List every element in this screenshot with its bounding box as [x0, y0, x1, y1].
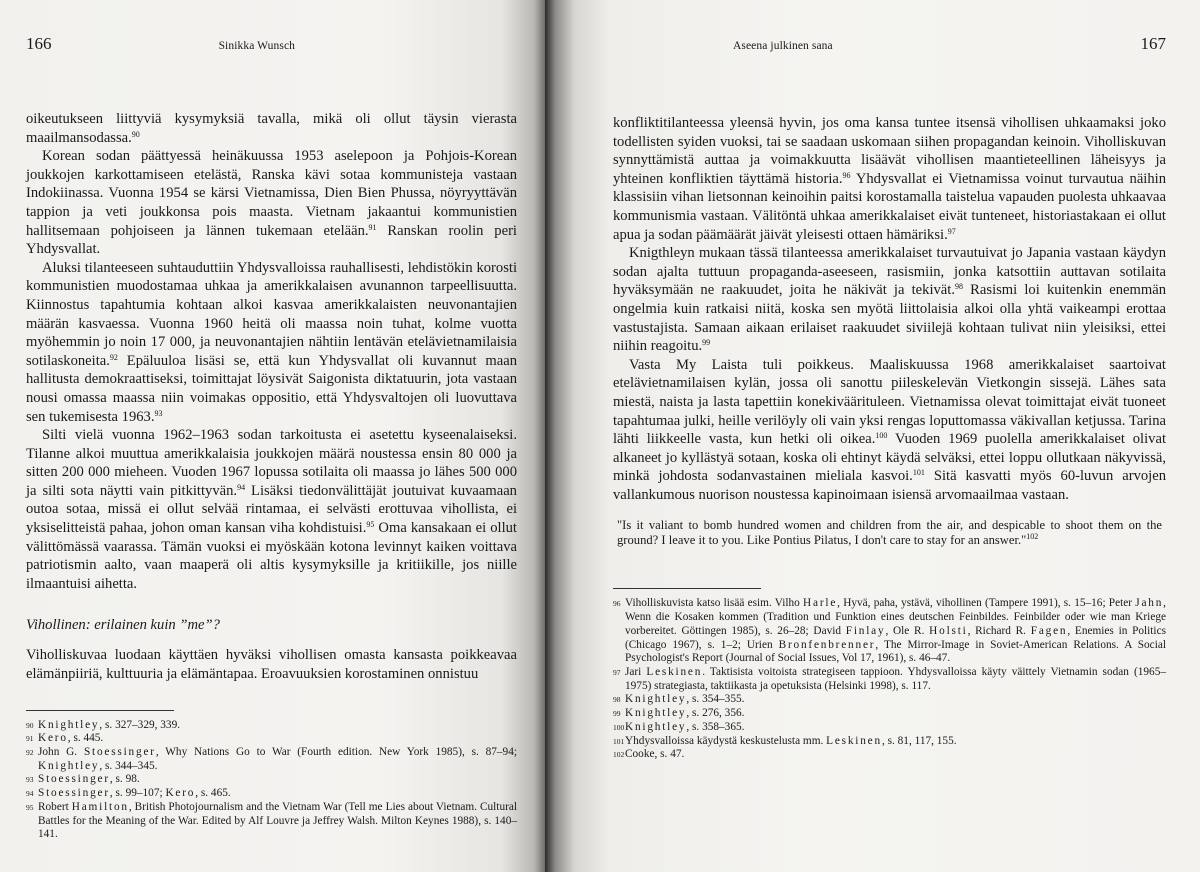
- footnote: 90 Knightley, s. 327–329, 339.: [26, 718, 181, 731]
- right-page: [545, 0, 1200, 872]
- footnote-rule: [613, 588, 761, 589]
- section-heading: Vihollinen: erilainen kuin ”me”?: [26, 617, 220, 634]
- footnote: 94 Stoessinger, s. 99–107; Kero, s. 465.: [26, 787, 231, 800]
- paragraph: Knigthleyn mukaan tässä tilanteessa amerikkalaiset turvautuivat jo Japania vastaan käydyn sodan ajalta tuttuun propaganda-aseeseen, rasismiin, jonka katsottiin auttavan sotilaita hyväksymään ne raakuudet, joita he näkivät ja tekivät.$^{98}$ Rasismi loi kuitenkin enemmän ongelmia kuin ratkaisi niitä, koska sen myötä liittolaisia alkoi olla yhtä vaikeampi erottaa vastustajista. Samaan aikaan erilaiset raakuudet siviilejä kohtaan tulivat niin yleisiksi, ettei niihin reagoitu.$^{99}$: [613, 245, 1166, 355]
- left-footnotes: [26, 719, 517, 842]
- footnote: 92 John G. Stoessinger, Why Nations Go to War (Fourth edition. New York 1985), s. 87–94; Knightley, s. 344–345.: [26, 746, 517, 772]
- left-body-text: [26, 110, 517, 684]
- paragraph: Viholliskuvaa luodaan käyttäen hyväksi vihollisen omasta kansasta poikkeavaa elämänpiiriä, kulttuuria ja elämäntapaa. Eroavuuksien korostaminen onnistuu: [26, 647, 517, 683]
- footnote: 100 Knightley, s. 358–365.: [613, 720, 745, 733]
- footnote: 93 Stoessinger, s. 98.: [26, 773, 140, 786]
- paragraph: Aluksi tilanteeseen suhtauduttiin Yhdysvalloissa rauhallisesti, lehdistökin korosti kommunistien muodostamaa uhkaa ja amerikkalaisen avunannon tarpeellisuutta. Kiinnostus tapahtumia kohtaan alkoi kasvaa amerikkalaisten neuvonantajien määrän kasvaessa. Vuonna 1960 heitä oli maassa noin tuhat, kolme vuotta myöhemmin jo noin 17 000, ja neuvonantajien nähtiin lentävän etelävietnamilaisia sotilaskoneita.$^{92}$ Epäluuloa lisäsi se, että kun Yhdysvallat oli kuvannut maan hallitusta demokraattiseksi, toimittajat löysivät Saigonista diktatuurin, jota vastaan nousi omassa maassa niin voimakas oppositio, että Yhdysvaltojen oli luovuttava sen tukemisesta 1963.93: [26, 259, 517, 425]
- left-running-head: [26, 34, 517, 54]
- footnote: 99 Knightley, s. 276, 356.: [613, 707, 745, 720]
- paragraph: Silti vielä vuonna 1962–1963 sodan tarkoitusta ei asetettu kyseenalaiseksi. Tilanne alkoi muuttua amerikkalaisia joukkojen määrä noustessa ensin 80 000 ja sitten 200 000 mieheen. Vuoden 1967 lopussa sotilaita oli maassa jo lähes 500 000 ja silti sota näytti vain pitkittyvän.$^{94}$ Lisäksi tiedonvälittäjät joutuivat kuvaamaan outoa sotaa, missä ei ollut selvää rintamaa, ei selvästi erottuvaa vihollista, ei yksiselitteistä pahaa, johon oman kansan viha kohdistuisi.$^{95}$ Oma kansakaan ei ollut välittömässä vaarassa. Tämän vuoksi ei myöskään kotona levinnyt kaiken voittava patriotismin aalto, vaan maaperä oli altis kysymyksille ja kritiikille, jos niille ilmaantuisi aihetta.: [26, 427, 517, 592]
- paragraph: konfliktitilanteessa yleensä hyvin, jos oma kansa tuntee itsensä vihollisen uhkaamaksi joko todellisten syiden vuoksi, tai se saadaan uskomaan siihen propagandan keinoin. Viholliskuvan synnyttämistä auttaa ja voimakkuutta lisäävät vihollisen maantieteellinen läheisyys ja yhteinen konfliktien täyttämä historia.$^{96}$ Yhdysvallat ei Vietnamissa voinut turvautua näihin klassisiin vihan lietsonnan keinoihin paitsi korostamalla taistelua vapauden puolesta uhkaavaa kommunismia vastaan. Välitöntä uhkaa amerikkalaiset eivät tunteneet, historiastakaan ei ollut apua ja sodan päämäärät jäivät yleisesti ottaen hämäriksi.$^{97}$: [613, 115, 1167, 243]
- footnote: 96 Viholliskuvista katso lisää esim. Vilho Harle, Hyvä, paha, ystävä, vihollinen (Tampere 1991), s. 15–16; Peter Jahn, Wenn die Kosaken kommen (Tradition und Funktion eines deutschen Feinbildes. Feinbilder oder wie man Kriege vorbereitet. Göttingen 1985), s. 26–28; David Finlay, Ole R. Holsti, Richard R. Fagen, Enemies in Politics (Chicago 1967), s. 1–2; Urien Bronfenbrenner, The Mirror-Image in Soviet-American Relations. A Social Psychologist's Report (Journal of Social Issues, Vol 17, 1961), s. 46–47.: [613, 597, 1166, 665]
- left-page-number: 166: [26, 34, 52, 53]
- footnote: 101 Yhdysvalloissa käydystä keskustelusta mm. Leskinen, s. 81, 117, 155.: [613, 734, 957, 747]
- right-page-number: 167: [1140, 34, 1166, 53]
- right-body-text: [613, 114, 1166, 504]
- footnote: 91 Kero, s. 445.: [26, 732, 104, 745]
- footnote: 102 Cooke, s. 47.: [613, 748, 685, 761]
- right-running-head: [613, 34, 1166, 54]
- right-running-title: Aseena julkinen sana: [733, 40, 833, 52]
- right-footnotes: [613, 597, 1166, 761]
- footnote: 98 Knightley, s. 354–355.: [613, 693, 745, 706]
- footnote: 95 Robert Hamilton, British Photojournalism and the Vietnam War (Tell me Lies about Vietnam. Cultural Battles for the Meaning of the War. Edited by Alf Louvre ja Jeffrey Walsh. Milton Keynes 1988), s. 140–141.: [26, 800, 518, 841]
- block-quote: "Is it valiant to bomb hundred women and children from the air, and despicable to shoot them on the ground? I leave it to you. Like Pontius Pilatus, I don't care to stay for an answer."$^{102}$: [617, 518, 1162, 548]
- left-running-title: Sinikka Wunsch: [218, 40, 295, 52]
- paragraph: oikeutukseen liittyviä kysymyksiä tavalla, mikä oli ollut täysin vierasta maailmansodassa.$^{90}$: [26, 111, 517, 146]
- paragraph: Korean sodan päättyessä heinäkuussa 1953 aselepoon ja Pohjois-Korean joukkojen karkottamiseen etelästä, Ranska kävi sotaa kommunisteja vastaan Indokiinassa. Vuonna 1954 se kärsi Vietnamissa, Dien Bien Phussa, nöyryyttävän tappion ja veti joukkonsa pois maasta. Vietnam jakaantui kommunistien hallitsemaan pohjoiseen ja lännen tukemaan etelään.$^{91}$ Ranskan roolin peri Yhdysvallat.: [26, 148, 517, 258]
- left-page: [0, 0, 545, 872]
- footnote: 97 Jari Leskinen. Taktisista voitoista strategiseen tappioon. Yhdysvalloissa käyty väittely Vietnamin sodan (1965–1975) strategiasta, taktiikasta ja opetuksista (Helsinki 1998), s. 117.: [613, 665, 1166, 692]
- footnote-rule: [26, 710, 174, 711]
- paragraph: Vasta My Laista tuli poikkeus. Maaliskuussa 1968 amerikkalaiset saartoivat etelävietnamilaisen kylän, jossa oli sanottu piileskelevän Vietkongin sissejä. Lähes sata miestä, naista ja lasta tapettiin konekiväärituleen. Vietnamissa olevat toimittajat eivät tuoneet tapahtumaa julki, heille verilöyly oli vain yksi rengas loputtomassa väkivallan ketjussa. Tarina lähti liikkeelle vasta, kun hetki oli oikea.$^{100}$ Vuoden 1969 puolella amerikkalaiset olivat alkaneet jo kyllästyä sotaan, koska oli ehtinyt käydä selväksi, ettei loppu ollutkaan näkyvissä, minkä johdosta sodanvastainen mieliala kasvoi.$^{101}$ Sitä kasvatti myös 60-luvun arvojen vallankumous nuorison noustessa kapinoimaan isiensä arvomaailmaa vastaan.: [613, 356, 1167, 503]
